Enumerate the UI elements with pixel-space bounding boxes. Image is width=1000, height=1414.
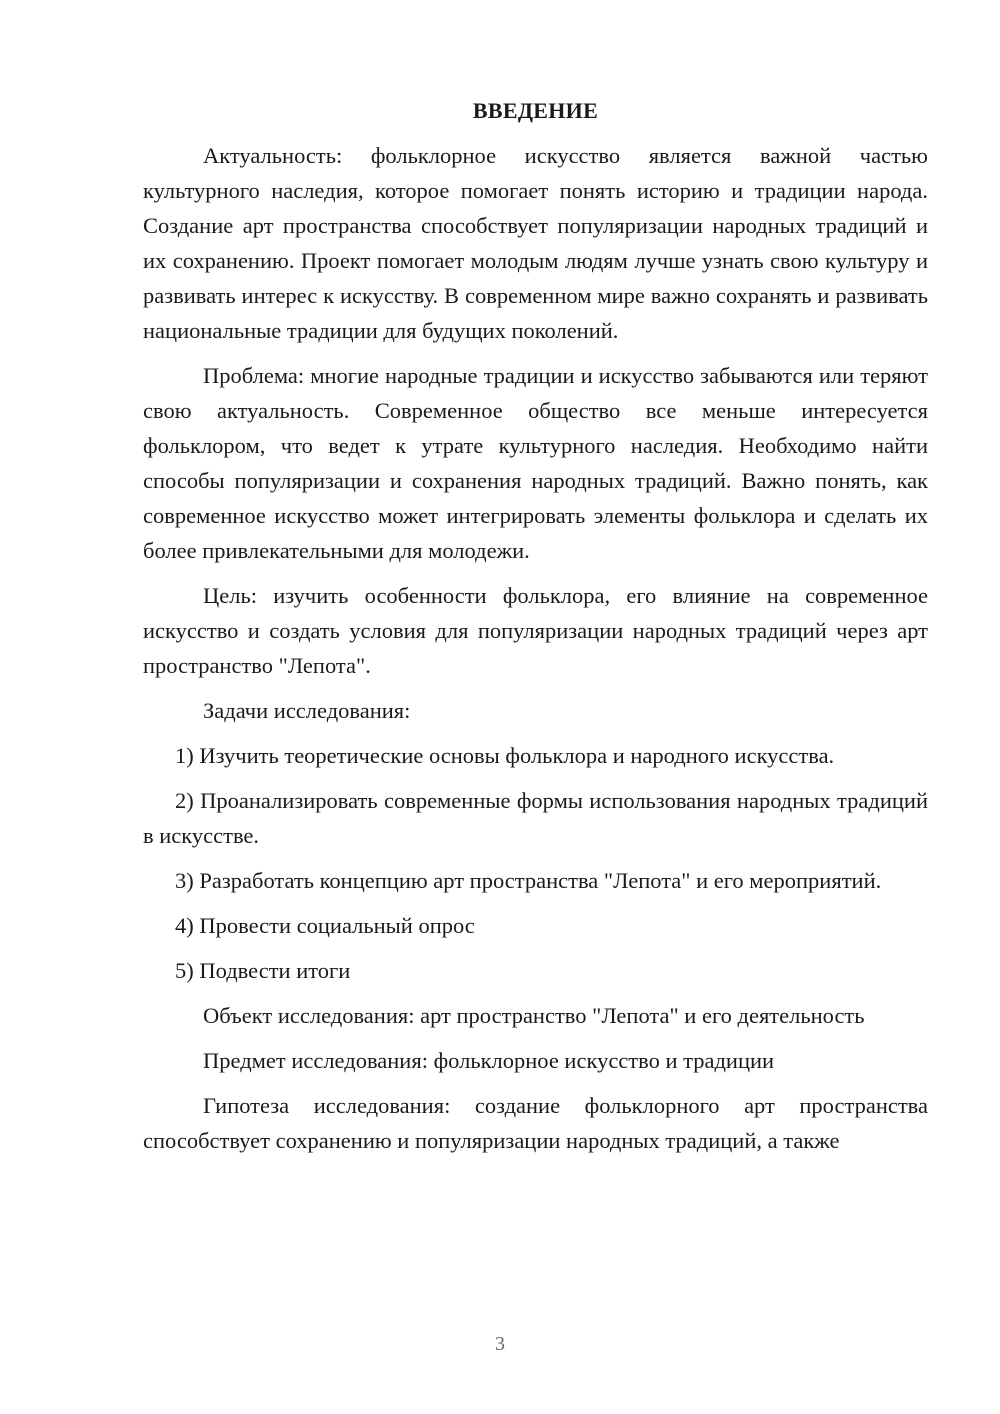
task-item-1: 1) Изучить теоретические основы фольклора и народного искусства.	[175, 743, 835, 768]
tasks-title: Задачи исследования:	[203, 698, 411, 723]
task-item-2: 2) Проанализировать современные формы использования народных традиций в искусстве.	[143, 788, 928, 848]
task-item-5: 5) Подвести итоги	[175, 958, 351, 983]
relevance-paragraph: Актуальность: фольклорное искусство является важной частью культурного наследия, которое помогает понять историю и традиции народа. Создание арт пространства способствует популяризации народных традиций и их сохранению. Проект помогает молодым людям лучше узнать свою культуру и развивать интерес к искусству. В современном мире важно сохранять и развивать национальные традиции для будущих поколений.	[143, 143, 928, 343]
document-page	[143, 96, 928, 1166]
problem-paragraph: Проблема: многие народные традиции и искусство забываются или теряют свою актуальность. Современное общество все меньше интересуется фольклором, что ведет к утрате культурного наследия. Необходимо найти способы популяризации и сохранения народных традиций. Важно понять, как современное искусство может интегрировать элементы фольклора и сделать их более привлекательными для молодежи.	[143, 363, 928, 563]
hypothesis-paragraph: Гипотеза исследования: создание фольклорного арт пространства способствует сохранению и популяризации народных традиций, а также	[143, 1093, 928, 1153]
research-subject-paragraph: Предмет исследования: фольклорное искусство и традиции	[203, 1048, 775, 1073]
section-heading: ВВЕДЕНИЕ	[472, 98, 599, 123]
page-number: 3	[495, 1333, 505, 1355]
task-item-4: 4) Провести социальный опрос	[175, 913, 475, 938]
goal-paragraph: Цель: изучить особенности фольклора, его влияние на современное искусство и создать условия для популяризации народных традиций через арт пространство "Лепота".	[143, 583, 928, 678]
task-item-3: 3) Разработать концепцию арт пространства "Лепота" и его мероприятий.	[175, 868, 882, 893]
research-object-paragraph: Объект исследования: арт пространство "Лепота" и его деятельность	[203, 1003, 865, 1028]
